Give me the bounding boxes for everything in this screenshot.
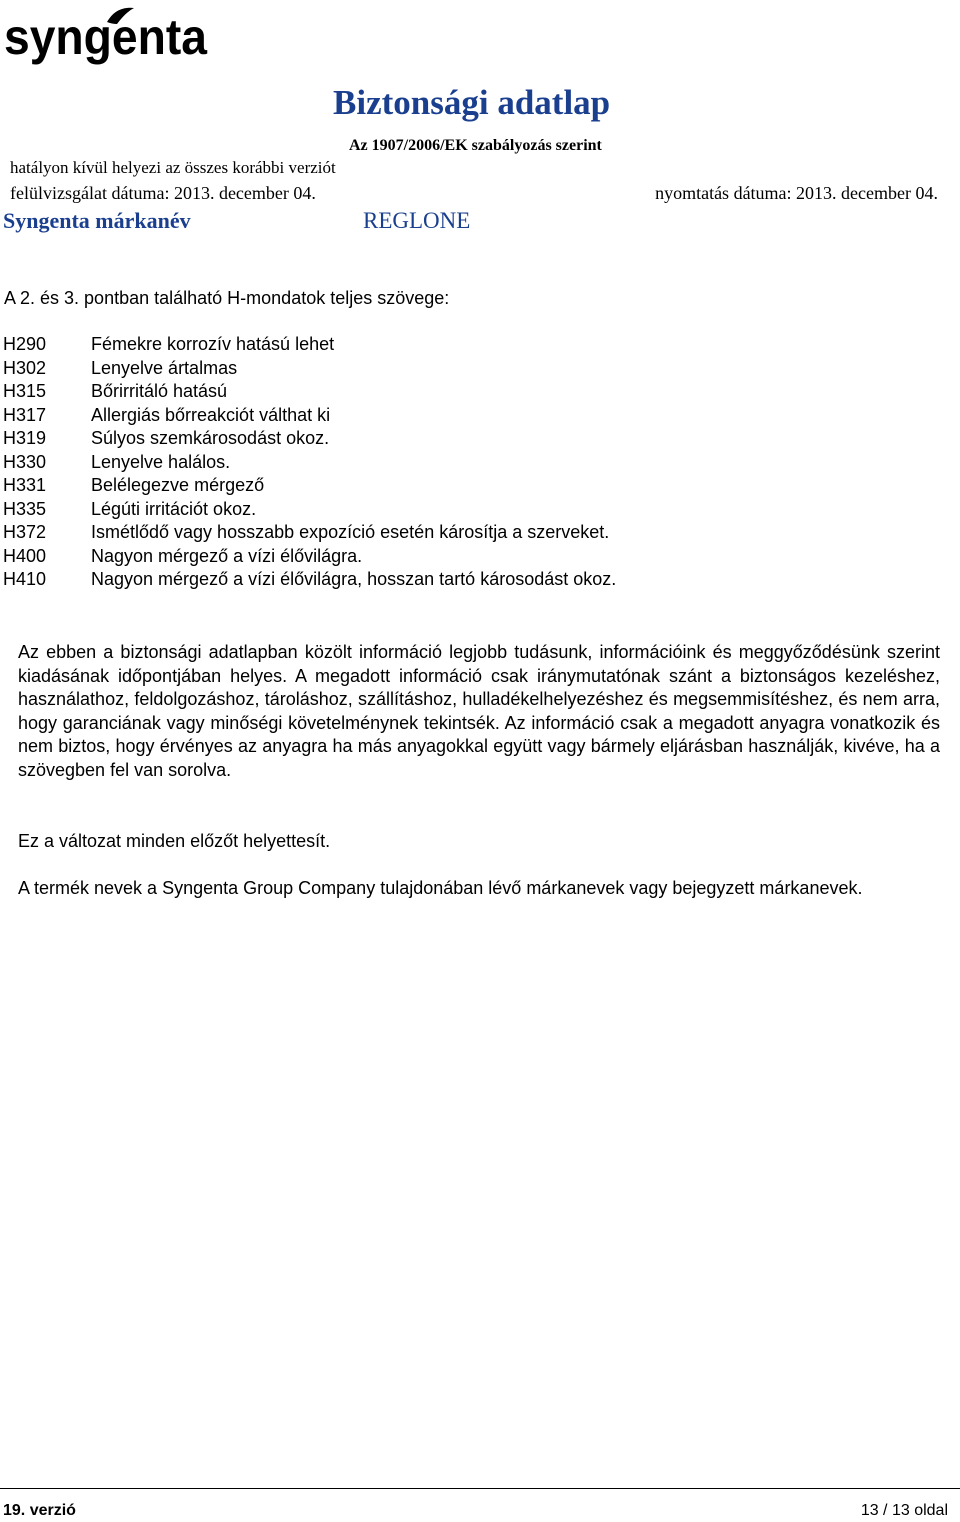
hazard-text: Lenyelve ártalmas [91, 357, 238, 378]
hazard-code: H331 [3, 475, 47, 495]
disclaimer-paragraph: Az ebben a biztonsági adatlapban közölt információ legjobb tudásunk, információink és meggyőződésünk szerint kiadásának időpontjában helyes. A megadott információ csak iránymutatónak szánt a biztonságos kezeléshez, használathoz, feldolgozáshoz, tároláshoz, szállításhoz, hulladékelhelyezéshez és megsemmisítéshez, és nem arra, hogy garanciának vagy minőségi követelménynek tekintsék. Az információ csak a megadott anyagra vonatkozik és nem biztos, hogy érvényes az anyagra ha más anyagokkal együtt vagy bármely eljárásban használják, kivéve, ha a szövegben fel van sorolva. [18, 642, 940, 780]
product-name: REGLONE [363, 208, 471, 233]
document-title: Biztonsági adatlap [333, 83, 611, 122]
hazard-statement [3, 427, 616, 451]
footer-version: 19. verzió [3, 1502, 76, 1519]
hazard-code: H302 [3, 357, 47, 378]
logo-wordmark: syngenta [4, 9, 209, 65]
hazard-code: H315 [3, 381, 47, 401]
hazard-statement [3, 404, 616, 428]
revision-date: felülvizsgálat dátuma: 2013. december 04. [10, 183, 316, 203]
hazard-statement [3, 380, 616, 404]
hazard-text: Nagyon mérgező a vízi élővilágra. [91, 545, 363, 566]
hazard-code: H410 [3, 569, 47, 589]
footer-page-number: 13 / 13 oldal [860, 1502, 948, 1519]
hazard-text: Fémekre korrozív hatású lehet [91, 334, 335, 354]
regulation-reference: Az 1907/2006/EK szabályozás szerint [349, 137, 602, 154]
hazard-statements-heading: A 2. és 3. pontban található H-mondatok teljes szövege: [4, 288, 450, 308]
hazard-text: Légúti irritációt okoz. [91, 498, 257, 519]
hazard-code: H335 [3, 498, 47, 519]
hazard-text: Belélegezve mérgező [91, 475, 265, 495]
hazard-statement [3, 498, 616, 522]
hazard-code: H317 [3, 404, 47, 425]
syngenta-logo [4, 2, 209, 68]
hazard-text: Nagyon mérgező a vízi élővilágra, hosszan tartó károsodást okoz. [91, 569, 617, 589]
hazard-text: Allergiás bőrreakciót válthat ki [91, 404, 331, 425]
brand-label: Syngenta márkanév [3, 208, 191, 233]
hazard-statement [3, 545, 616, 569]
print-date: nyomtatás dátuma: 2013. december 04. [655, 183, 938, 203]
hazard-code: H372 [3, 522, 47, 542]
hazard-statement [3, 474, 616, 498]
hazard-text: Lenyelve halálos. [91, 451, 231, 472]
hazard-statement [3, 357, 616, 381]
hazard-code: H330 [3, 451, 47, 472]
hazard-statement [3, 521, 616, 545]
hazard-text: Súlyos szemkárosodást okoz. [91, 428, 330, 448]
hazard-statement [3, 333, 616, 357]
hazard-statement [3, 451, 616, 475]
hazard-code: H319 [3, 428, 47, 448]
supersedes-note: hatályon kívül helyezi az összes korábbi verziót [10, 158, 336, 177]
hazard-statement [3, 568, 616, 592]
hazard-text: Ismétlődő vagy hosszabb expozíció esetén károsítja a szerveket. [91, 522, 610, 542]
hazard-text: Bőrirritáló hatású [91, 381, 228, 401]
hazard-statements-list [3, 333, 616, 592]
hazard-code: H290 [3, 334, 47, 354]
version-replaces-note: Ez a változat minden előzőt helyettesít. [18, 831, 331, 851]
hazard-code: H400 [3, 545, 47, 566]
footer-divider [0, 1488, 960, 1489]
trademark-notice: A termék nevek a Syngenta Group Company tulajdonában lévő márkanevek vagy bejegyzett márkanevek. [18, 878, 863, 898]
